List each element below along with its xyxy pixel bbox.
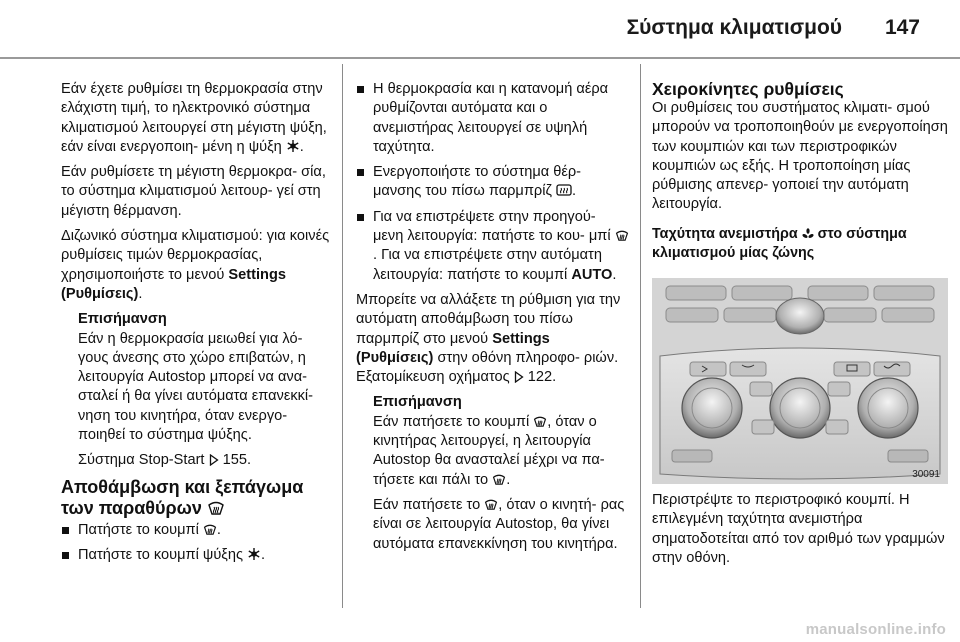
list-item: Ενεργοποιήστε το σύστημα θέρ- μανσης του πίσω παρμπρίζ .: [356, 163, 630, 202]
note-block: [61, 310, 331, 470]
climate-control-panel-figure: [652, 278, 948, 484]
list-item: Η θερμοκρασία και η κατανομή αέρα ρυθμίζονται αυτόματα και ο ανεμιστήρας λειτουργεί σε υψηλή ταχύτητα.: [356, 80, 630, 157]
windscreen-defrost-icon: [203, 523, 217, 536]
settings-menu-label: Settings (Ρυθμίσεις): [356, 330, 550, 366]
note-text: Εάν πατήσετε το , όταν ο κινητή- ρας είναι σε λειτουργία Autostop, θα γίνει αυτόματα επανεκκίνηση του κινητήρα.: [373, 496, 625, 552]
windscreen-defrost-icon: [533, 415, 547, 428]
column-3: [652, 80, 950, 271]
page-link-155[interactable]: 155.: [222, 452, 252, 469]
column-divider-2: [640, 64, 641, 608]
paragraph-manual-settings: Οι ρυθμίσεις του συστήματος κλιματι- σμού μπορούν να τροποποιηθούν με ενεργοποίηση των κουμπιών και των περιστροφικών κουμπιών ως εξής. Η τροποποίηση μίας ρύθμισης απενερ- γοποιεί την αυτόματη λειτουργία.: [652, 100, 948, 213]
note-reference: Σύστημα Stop-Start 155.: [78, 452, 252, 469]
note-text: Εάν η θερμοκρασία μειωθεί για λό- γους άνεσης στο χώρο επιβατών, η λειτουργία Autostop μπορεί να ανα- σταλεί ή θα γίνει αυτόματα επανεκκί- νηση του κινητήρα, όταν ενεργο- ποιηθεί το σύστημα ψύξης.: [78, 330, 314, 444]
page-number: 147: [884, 16, 920, 39]
subheading-fan-speed: Ταχύτητα ανεμιστήρα στο σύστημα κλιματισμού μίας ζώνης: [652, 225, 907, 261]
paragraph-fan-speed: Περιστρέψτε το περιστροφικό κουμπί. Η επιλεγμένη ταχύτητα ανεμιστήρα σηματοδοτείται από τον αριθμό των γραμμών στην οθόνη.: [652, 492, 945, 566]
page-header: [0, 0, 960, 58]
list-item: Για να επιστρέψετε στην προηγού- μενη λειτουργία: πατήστε το κου- μπί . Για να επιστρέψετε στην αυτόματη λειτουργία: πατήστε το κουμπί AUTO.: [356, 208, 630, 285]
windscreen-defrost-icon: [615, 229, 629, 242]
column-2: [356, 80, 630, 560]
page-link-122[interactable]: 122.: [527, 369, 557, 386]
paragraph-max-temp: Εάν ρυθμίσετε τη μέγιστη θερμοκρα- σία, το σύστημα κλιματισμού λειτουρ- γεί στη μέγιστη θέρμανση.: [61, 164, 326, 219]
section-heading-defrost: Αποθάμβωση και ξεπάγωμα των παραθύρων: [61, 476, 304, 518]
windscreen-defrost-icon: [484, 498, 498, 511]
paragraph-min-temp: Εάν έχετε ρυθμίσει τη θερμοκρασία στην ελάχιστη τιμή, το ηλεκτρονικό σύστημα κλιματισμού λειτουργεί στη μέγιστη ψύξη, εάν είναι ενεργοποιη- μένη η ψύξη .: [61, 81, 327, 155]
cross-reference-arrow-icon: [514, 371, 524, 383]
cross-reference-arrow-icon: [209, 454, 219, 466]
note-title: Επισήμανση: [78, 311, 167, 328]
snowflake-icon: [247, 547, 261, 561]
section-heading-manual: Χειροκίνητες ρυθμίσεις: [652, 79, 844, 99]
page-title: Σύστημα κλιματισμού: [626, 16, 842, 39]
note-text: Εάν πατήσετε το κουμπί , όταν ο κινητήρας λειτουργεί, η λειτουργία Autostop θα ανασταλεί μέχρι να πα- τήσετε και πάλι το .: [373, 413, 605, 488]
watermark: manualsonline.info: [805, 621, 946, 638]
auto-button-label: AUTO: [571, 266, 613, 283]
windscreen-defrost-icon: [492, 473, 506, 486]
snowflake-icon: [286, 139, 300, 153]
windscreen-defrost-icon: [207, 500, 225, 516]
paragraph-dual-zone: Διζωνικό σύστημα κλιματισμού: για κοινές ρυθμίσεις τιμών θερμοκρασίας, χρησιμοποιήστε το μενού Settings (Ρυθμίσεις).: [61, 228, 330, 302]
figure-code: 30091: [912, 469, 940, 480]
column-1: [61, 80, 331, 571]
note-block: [356, 393, 630, 553]
settings-menu-label: Settings (Ρυθμίσεις): [61, 266, 286, 302]
rear-window-heating-icon: [556, 184, 572, 197]
note-title: Επισήμανση: [373, 394, 462, 411]
paragraph-text: Εάν έχετε ρυθμίσει τη θερμοκρασία στην ελάχιστη τιμή, το ηλεκτρονικό σύστημα κλιματισμού λειτουργεί στη μέγιστη ψύξη, εάν είναι ενεργοποιη- μένη η ψύξη: [61, 81, 327, 155]
list-item: Πατήστε το κουμπί .: [61, 521, 331, 540]
paragraph-auto-defog: Μπορείτε να αλλάξετε τη ρύθμιση για την αυτόματη αποθάμβωση του πίσω παρμπρίζ στο μενού Settings (Ρυθμίσεις) στην οθόνη πληροφο- ριών. Εξατομίκευση οχήματος 122.: [356, 291, 621, 386]
header-divider: [0, 57, 960, 59]
list-item: Πατήστε το κουμπί ψύξης .: [61, 546, 331, 565]
fan-icon: [802, 228, 814, 240]
column-divider-1: [342, 64, 343, 608]
